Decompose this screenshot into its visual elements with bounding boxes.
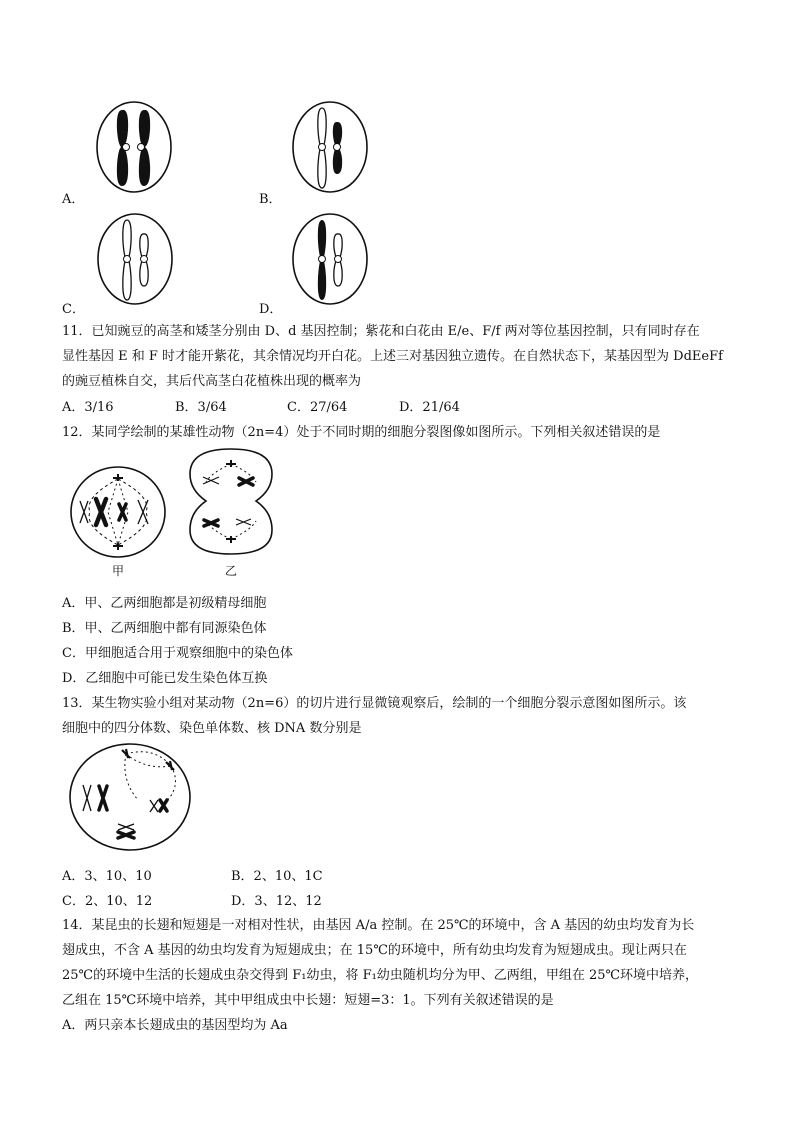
q14-option-a: A．两只亲本长翅成虫的基因型均为 Aa xyxy=(62,1018,288,1033)
q12-stem: 12．某同学绘制的某雄性动物（2n=4）处于不同时期的细胞分裂图像如图所示。下列相关叙述错误的是 xyxy=(62,425,661,440)
q13-option-c: C．2、10、12 xyxy=(62,894,153,909)
figure-cell-c xyxy=(90,212,180,307)
cell-b-drawing xyxy=(285,100,375,195)
cell-c-drawing xyxy=(90,212,180,307)
q13-option-b: B．2、10、1C xyxy=(231,869,323,884)
q14-line-1: 14．某昆虫的长翅和短翅是一对相对性状，由基因 A/a 控制。在 25℃的环境中，含 A 基因的幼虫均发育为长 xyxy=(62,918,695,933)
q11-line-1: 11．已知豌豆的高茎和矮茎分别由 D、d 基因控制；紫花和白花由 E/e、F/f 两对等位基因控制，只有同时存在 xyxy=(62,324,700,339)
q11-option-c: C．27/64 xyxy=(287,400,348,415)
q11-option-b: B．3/64 xyxy=(175,400,227,415)
q13-line-2: 细胞中的四分体数、染色单体数、核 DNA 数分别是 xyxy=(62,721,362,736)
cell-a-drawing xyxy=(90,100,180,195)
q13-line-1: 13．某生物实验小组对某动物（2n=6）的切片进行显微镜观察后，绘制的一个细胞分裂示意图如图所示。该 xyxy=(62,696,687,711)
figure-cell-d xyxy=(285,212,375,307)
option-label-b: B． xyxy=(259,192,282,207)
q12-option-b: B．甲、乙两细胞中都有同源染色体 xyxy=(62,621,267,636)
fig-label-yi: 乙 xyxy=(225,564,238,578)
figure-cell-a xyxy=(90,100,180,195)
figure-cell-q13 xyxy=(66,740,196,855)
q12-option-d: D．乙细胞中可能已发生染色体互换 xyxy=(62,671,268,686)
cell-yi-drawing xyxy=(186,446,276,558)
option-label-c: C． xyxy=(62,302,85,317)
option-label-d: D． xyxy=(259,302,283,317)
q11-line-2: 显性基因 E 和 F 时才能开紫花，其余情况均开白花。上述三对基因独立遗传。在自然状态下，某基因型为 DdEeFf xyxy=(62,349,723,364)
q14-line-2: 翅成虫，不含 A 基因的幼虫均发育为短翅成虫；在 15℃的环境中，所有幼虫均发育为短翅成虫。现让两只在 xyxy=(62,943,687,958)
figure-cell-jia xyxy=(68,462,168,560)
figure-cell-b xyxy=(285,100,375,195)
q11-option-a: A．3/16 xyxy=(62,400,114,415)
figure-cell-yi xyxy=(186,446,276,558)
option-label-a: A． xyxy=(62,192,85,207)
q13-option-a: A．3、10、10 xyxy=(62,869,152,884)
cell-jia-drawing xyxy=(68,462,168,560)
q12-option-a: A．甲、乙两细胞都是初级精母细胞 xyxy=(62,596,267,611)
q11-line-3: 的豌豆植株自交，其后代高茎白花植株出现的概率为 xyxy=(62,374,362,389)
q14-line-3: 25℃的环境中生活的长翅成虫杂交得到 F₁幼虫，将 F₁幼虫随机均分为甲、乙两组，甲组在 25℃环境中培养， xyxy=(62,968,699,983)
q11-option-d: D．21/64 xyxy=(399,400,460,415)
q12-option-c: C．甲细胞适合用于观察细胞中的染色体 xyxy=(62,646,293,661)
q14-line-4: 乙组在 15℃环境中培养，其中甲组成虫中长翅：短翅=3：1。下列有关叙述错误的是 xyxy=(62,993,554,1008)
cell-q13-drawing xyxy=(66,740,196,855)
q13-option-d: D．3、12、12 xyxy=(231,894,322,909)
fig-label-jia: 甲 xyxy=(112,564,125,578)
cell-d-drawing xyxy=(285,212,375,307)
